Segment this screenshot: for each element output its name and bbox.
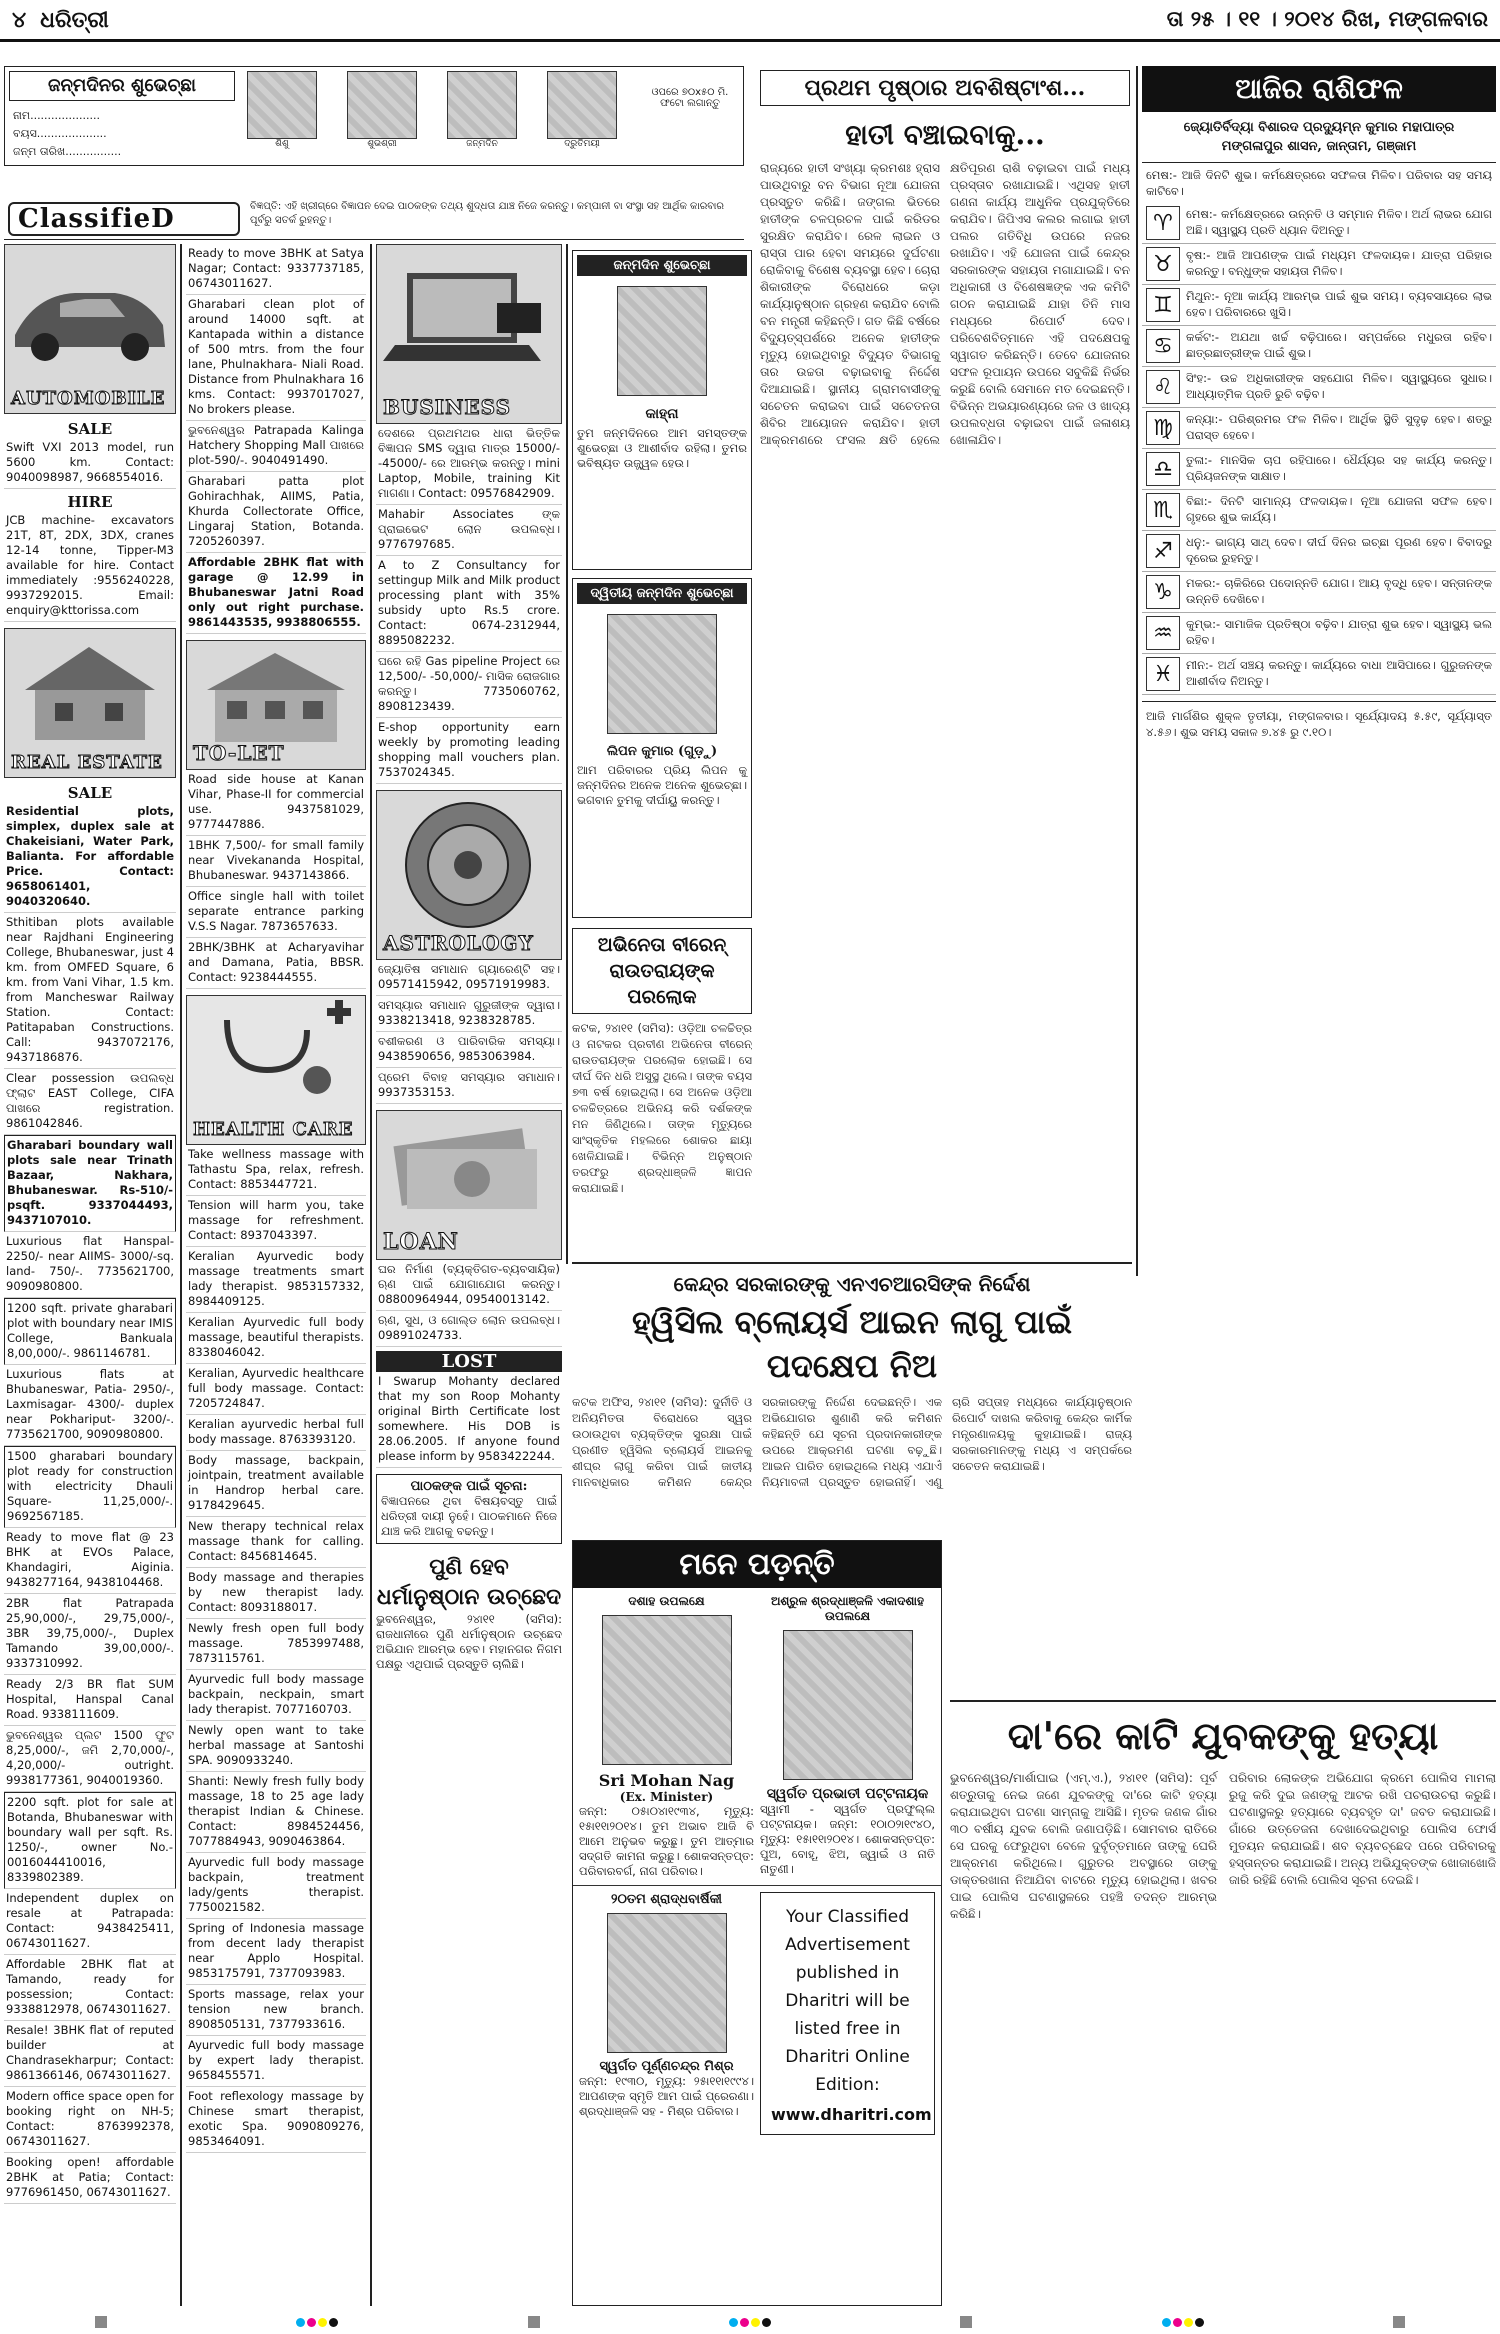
photo-size-note: ଓପରେ ୭୦x୫୦ ମି. ଫଟୋ ଲଗାନ୍ତୁ: [651, 87, 729, 109]
classified-ad: Keralian Ayurvedic body massage treatments smart lady therapist. 9853157332, 8984409125.: [186, 1247, 366, 1313]
classified-ad: Newly open want to take herbal massage at Santoshi SPA. 9090933240.: [186, 1721, 366, 1772]
birthday-card-title: ଦ୍ୱିତୀୟ ଜନ୍ମଦିନ ଶୁଭେଚ୍ଛା: [577, 583, 747, 604]
health-care-category: [186, 995, 366, 1145]
lost-heading: LOST: [376, 1351, 562, 1372]
horoscope-sign: [1142, 449, 1496, 490]
remembrance-name: ସ୍ୱର୍ଗତ ପ୍ରଭାତୀ ପଟ୍ଟନାୟକ: [766, 1786, 929, 1802]
online-listing-text: Your Classified Advertisement published in Dharitri will be listed free in Dharitri Online Edition:: [785, 1907, 910, 2095]
horoscope-intro: ମେଷ:- ଆଜି ଦିନଟି ଶୁଭ। କର୍ମକ୍ଷେତ୍ରରେ ସଫଳତା ମିଳିବ। ପରିବାର ସହ ସମୟ କାଟିବେ।: [1146, 168, 1492, 198]
classified-ad: Affordable 2BHK flat with garage @ 12.99 in Bhubaneswar Jatni Road only out right purchase. 9861443535, 9938806555.: [186, 553, 366, 634]
birthday-photo: [617, 286, 707, 396]
hire-heading: HIRE: [67, 493, 113, 511]
reader-notice-text: ବିଜ୍ଞାପନରେ ଥିବା ବିଷୟବସ୍ତୁ ପାଇଁ ଧରିତ୍ରୀ ଦାୟୀ ନୁହେଁ। ପାଠକମାନେ ନିଜେ ଯାଞ୍ଚ କରି ଆଗକୁ ବଢନ୍ତୁ।: [381, 1494, 557, 1538]
classified-ad: Road side house at Kanan Vihar, Phase-II for commercial use. 9437581029, 9777447886.: [186, 770, 366, 836]
reader-notice: [376, 1474, 562, 1544]
classified-ad: 1200 sqft. private gharabari plot with boundary near IMIS College, Bankuala 8,00,000/-. 9861146781.: [4, 1298, 176, 1365]
horoscope-sign: [1142, 572, 1496, 613]
real-estate-category: [4, 628, 176, 778]
portrait-photo: [607, 1913, 727, 2053]
continuation-banner: ପ୍ରଥମ ପୃଷ୍ଠାର ଅବଶିଷ୍ଟାଂଶ...: [760, 70, 1130, 106]
continuation-headline: ହାତୀ ବଞ୍ଚାଇବାକୁ...: [845, 118, 1045, 151]
laptop-icon: [377, 253, 559, 383]
horoscope-sign: [1142, 203, 1496, 244]
classified-ad: I Swarup Mohanty declared that my son Roop Mohanty original Birth Certificate lost somewhere. His DOB is 28.06.2005. If anyone found please inform by 9583422244.: [376, 1372, 562, 1468]
classified-ad: Ready to move flat @ 23 BHK at EVOs Palace, Khandagiri, Aiginia. 9438277164, 9438104468.: [4, 1528, 176, 1594]
panjika-footer: ଆଜି ମାର୍ଗଶିର ଶୁକ୍ଳ ତୃତୀୟା, ମଙ୍ଗଳବାର। ସୂର୍ଯ୍ୟୋଦୟ ୫.୫୯, ସୂର୍ଯ୍ୟାସ୍ତ ୪.୫୬। ଶୁଭ ସମୟ ସକାଳ ୭.୪୫ ରୁ ୯.୧୦।: [1142, 701, 1496, 746]
remembrance-name: ସ୍ୱର୍ଗତ ପୂର୍ଣ୍ଣଚନ୍ଦ୍ର ମିଶ୍ର: [599, 2059, 734, 2074]
crime-body: ଭୁବନେଶ୍ୱର/ମାର୍ଶାଘାଇ (ଏମ୍.ଏ.), ୨୪ା୧୧ (ସମିସ): ପୂର୍ବ ଶତ୍ରୁତାକୁ ନେଇ ଜଣେ ଯୁବକଙ୍କୁ ଦା'ରେ କାଟି ହତ୍ୟା କରାଯାଇଥିବା ଘଟଣା ସାମ୍ନାକୁ ଆସିଛି। ମୃତକ ଜଣକ ଗାଁର ୩୦ ବର୍ଷୀୟ ଯୁବକ ବୋଲି ଜଣାପଡ଼ିଛି। ସୋମବାର ରାତିରେ ସେ ଘରକୁ ଫେରୁଥିବା ବେଳେ ଦୁର୍ବୃତ୍ତମାନେ ତାଙ୍କୁ ଘେରି ଆକ୍ରମଣ କରିଥିଲେ। ଗୁରୁତର ଅବସ୍ଥାରେ ତାଙ୍କୁ ଡାକ୍ତରଖାନା ନିଆଯିବା ବାଟରେ ମୃତ୍ୟୁ ହୋଇଥିଲା। ଖବର ପାଇ ପୋଲିସ ଘଟଣାସ୍ଥଳରେ ପହଞ୍ଚି ତଦନ୍ତ ଆରମ୍ଭ କରିଛି।: [950, 1771, 1217, 1921]
classified-ad: A to Z Consultancy for settingup Milk and Milk product processing plant with 35% subsidy upto Rs.5 crore. Contact: 0674-2312944, 8895082232.: [376, 556, 562, 652]
horoscope-title: ଆଜିର ରାଶିଫଳ: [1142, 66, 1496, 112]
form-field-dob[interactable]: ଜନ୍ମ ତାରିଖ................: [13, 145, 122, 158]
classified-ad: Keralian Ayurvedic full body massage, beautiful therapists. 8338046042.: [186, 1313, 366, 1364]
pisces-icon: ♓: [1146, 657, 1180, 691]
sagittarius-icon: ♐: [1146, 534, 1180, 568]
remembrance-tag: ୨୦ତମ ଶ୍ରାଦ୍ଧବାର୍ଷିକୀ: [610, 1892, 723, 1907]
leo-icon: ♌: [1146, 370, 1180, 404]
newspaper-name: ଧରିତ୍ରୀ: [40, 6, 109, 33]
house-icon: [5, 635, 173, 745]
classified-ad: E-shop opportunity earn weekly by promoting leading shopping mall vouchers plan. 7537024345.: [376, 718, 562, 784]
libra-icon: ♎: [1146, 452, 1180, 486]
sale-heading: SALE: [67, 784, 113, 802]
story-kicker: କେନ୍ଦ୍ର ସରକାରଙ୍କୁ ଏନଏଚଆରସିଙ୍କ ନିର୍ଦ୍ଦେଶ: [673, 1272, 1031, 1296]
horoscope-text: କୁମ୍ଭ:- ସାମାଜିକ ପ୍ରତିଷ୍ଠା ବଢ଼ିବ। ଯାତ୍ରା ଶୁଭ ହେବ। ସ୍ୱାସ୍ଥ୍ୟ ଭଲ ରହିବ।: [1186, 617, 1492, 647]
currency-notes-icon: [377, 1117, 559, 1227]
classified-ad: Gharabari boundary wall plots sale near Trinath Bazaar, Nakhara, Bhubaneswar. Rs-510/- psqft. 9337044493, 9437107010.: [4, 1135, 176, 1232]
classified-ad: Tension will harm you, take massage for refreshment. Contact: 8937043397.: [186, 1196, 366, 1247]
astrology-label: ASTROLOGY: [383, 931, 534, 955]
photo-thumbnail: [347, 71, 417, 139]
photo-caption: ଶିଶୁ: [275, 139, 289, 149]
birthday-form: [4, 66, 744, 166]
car-icon: [5, 255, 173, 375]
classified-ad: Keralian ayurvedic herbal full body massage. 8763393120.: [186, 1415, 366, 1451]
horoscope-sign: [1142, 285, 1496, 326]
virgo-icon: ♍: [1146, 411, 1180, 445]
classified-ad: Gharabari patta plot Gohirachhak, AIIMS, Patia, Khurda Collectorate Office, Lingaraj Station, Botanda. 7205260397.: [186, 472, 366, 553]
crime-story: [950, 1700, 1496, 2306]
horoscope-sign: [1142, 408, 1496, 449]
classified-ad: Ready 2/3 BR flat SUM Hospital, Hanspal Canal Road. 9338111609.: [4, 1675, 176, 1726]
horoscope-sign: [1142, 490, 1496, 531]
horoscope-sign: [1142, 326, 1496, 367]
astrology-category: [376, 790, 562, 960]
form-field-name[interactable]: ନାମ....................: [13, 109, 101, 122]
continuation-body: ରାଜ୍ୟରେ ହାତୀ ସଂଖ୍ୟା କ୍ରମଶଃ ହ୍ରାସ ପାଉଥିବାରୁ ବନ ବିଭାଗ ନୂଆ ଯୋଜନା ପ୍ରସ୍ତୁତ କରିଛି। ଜଙ୍ଗଲ ଭିତରେ ହାତୀଙ୍କ ଚଳପ୍ରଚଳ ପାଇଁ କରିଡର ସୁରକ୍ଷିତ କରାଯିବ। ରେଳ ଲାଇନ ଓ ରାସ୍ତା ପାର ହେବା ସମୟରେ ଦୁର୍ଘଟଣା ରୋକିବାକୁ ବିଶେଷ ବ୍ୟବସ୍ଥା ହେବ। ଚୋରା ଶିକାରୀଙ୍କ ବିରୋଧରେ କଡ଼ା କାର୍ଯ୍ୟାନୁଷ୍ଠାନ ଗ୍ରହଣ କରାଯିବ ବୋଲି ବନ ମନ୍ତ୍ରୀ କହିଛନ୍ତି। ଗତ କିଛି ବର୍ଷରେ ବିଦ୍ୟୁତ୍‌ସ୍ପର୍ଶରେ ଅନେକ ହାତୀଙ୍କ ମୃତ୍ୟୁ ହୋଇଥିବାରୁ ବିଦ୍ୟୁତ ବିଭାଗକୁ ତାର ଉଚ୍ଚତା ବଢ଼ାଇବାକୁ ନିର୍ଦ୍ଦେଶ ଦିଆଯାଇଛି। ସ୍ଥାନୀୟ ଗ୍ରାମବାସୀଙ୍କୁ ସଚେତନ କରାଇବା ପାଇଁ ସଚେତନତା ଶିବିର ଆୟୋଜନ କରାଯିବ। ହାତୀ ଆକ୍ରମଣରେ ଫସଲ କ୍ଷତି ହେଲେ କ୍ଷତିପୂରଣ ରାଶି ବଢ଼ାଇବା ପାଇଁ ମଧ୍ୟ ପ୍ରସ୍ତାବ ରଖାଯାଇଛି। ଏଥିସହ ହାତୀ ଗଣନା କାର୍ଯ୍ୟ ଆଧୁନିକ ପ୍ରଯୁକ୍ତିରେ କରାଯିବ। ଜିପିଏସ କଲର ଲଗାଇ ହାତୀ ପଲର ଗତିବିଧି ଉପରେ ନଜର ରଖାଯିବ। ଏହି ଯୋଜନା ପାଇଁ କେନ୍ଦ୍ର ସରକାରଙ୍କ ସହାୟତା ମଗାଯାଇଛି। ବନ ଅଧିକାରୀ ଓ ବିଶେଷଜ୍ଞଙ୍କ ଏକ କମିଟି ଗଠନ କରାଯାଇଛି ଯାହା ତିନି ମାସ ମଧ୍ୟରେ ରିପୋର୍ଟ ଦେବ। ପରିବେଶବିତ୍‌ମାନେ ଏହି ପଦକ୍ଷେପକୁ ସ୍ୱାଗତ କରିଛନ୍ତି। ତେବେ ଯୋଜନାର ସଫଳ ରୂପାୟନ ଉପରେ ସବୁକିଛି ନିର୍ଭର କରୁଛି ବୋଲି ସେମାନେ ମତ ଦେଇଛନ୍ତି। ବିଭିନ୍ନ ଅଭୟାରଣ୍ୟରେ ଜଳ ଓ ଖାଦ୍ୟ ଉପଲବ୍ଧତା ବଢ଼ାଇବା ପାଇଁ ଜଳାଶୟ ଖୋଳାଯିବ।: [760, 161, 1130, 447]
business-category: [376, 244, 562, 424]
story-headline: ହ୍ୱିସିଲ ବ୍ଲୋୟର୍ସ ଆଇନ ଲାଗୁ ପାଇଁ ପଦକ୍ଷେପ ନିଅ: [631, 1303, 1073, 1385]
photo-thumbnail: [447, 71, 517, 139]
classified-ad: Newly fresh open full body massage. 7853997488, 7873115761.: [186, 1619, 366, 1670]
classified-ad: Mahabir Associates ଙ୍କ ପ୍ରାଇଭେଟ ଲୋନ ଉପଲବ୍ଧ। 9776797685.: [376, 505, 562, 556]
column-rule: [370, 244, 372, 2306]
birthday-card: [572, 250, 752, 570]
obituary-body: କଟକ, ୨୪ା୧୧ (ସମିସ): ଓଡ଼ିଆ ଚଳଚ୍ଚିତ୍ର ଓ ନାଟକର ପ୍ରବୀଣ ଅଭିନେତା ବୀରେନ୍ ରାଉତରାୟଙ୍କ ପରଲୋକ ହୋଇଛି। ସେ ଦୀର୍ଘ ଦିନ ଧରି ଅସୁସ୍ଥ ଥିଲେ। ତାଙ୍କ ବୟସ ୭୩ ବର୍ଷ ହୋଇଥିଲା। ସେ ଅନେକ ଓଡ଼ିଆ ଚଳଚ୍ଚିତ୍ରରେ ଅଭିନୟ କରି ଦର୍ଶକଙ୍କ ମନ ଜିଣିଥିଲେ। ତାଙ୍କ ମୃତ୍ୟୁରେ ସାଂସ୍କୃତିକ ମହଲରେ ଶୋକର ଛାୟା ଖେଳିଯାଇଛି। ବିଭିନ୍ନ ଅନୁଷ୍ଠାନ ତରଫରୁ ଶ୍ରଦ୍ଧାଞ୍ଜଳି ଜ୍ଞାପନ କରାଯାଇଛି।: [572, 1021, 752, 1195]
horoscope-sign: [1142, 531, 1496, 572]
remembrance-text: ଜନ୍ମ: ୧୯୩୦, ମୃତ୍ୟୁ: ୨୫ା୧୧ା୧୯୯୪। ଆପଣଙ୍କ ସ୍ମୃତି ଆମ ପାଇଁ ପ୍ରେରଣା। ଶ୍ରଦ୍ଧାଞ୍ଜଳି ସହ - ମିଶ୍ର ପରିବାର।: [579, 2074, 754, 2118]
remembrance-text: ସ୍ୱାମୀ - ସ୍ୱର୍ଗତ ପ୍ରଫୁଲ୍ଲ ପଟ୍ଟନାୟକ। ଜନ୍ମ: ୧୦ା୦୨ା୧୯୪୦, ମୃତ୍ୟୁ: ୧୫ା୧୧ା୨୦୧୪। ଶୋକସନ୍ତପ୍ତ: ପୁଅ, ବୋହୂ, ଝିଅ, ଜ୍ୱାଇଁ ଓ ନାତି ନାତୁଣୀ।: [760, 1802, 935, 1876]
photo-caption: ଜନ୍ମଦିନ: [466, 139, 498, 149]
classified-ad: Body massage, backpain, jointpain, treatment available in Handrop herbal care. 9178429645.: [186, 1451, 366, 1517]
classified-column-2: [186, 244, 366, 2306]
stethoscope-icon: [187, 1000, 363, 1110]
classified-ad: ଭୁବନେଶ୍ୱର ପ୍ଲଟ 1500 ଫୁଟ 8,25,000/-, ଜମି 2,70,000/-, 4,20,000/- outright. 9938177361, 9040019360.: [4, 1726, 176, 1792]
classified-ad: 2BR flat Patrapada 25,90,000/-, 29,75,000/-, 3BR 39,75,000/-, Duplex Tamando 39,00,000/-. 9337310992.: [4, 1594, 176, 1675]
date-line: ତା ୨୫ । ୧୧ । ୨୦୧୪ ରିଖ, ମଙ୍ଗଳବାର: [1166, 7, 1488, 31]
classified-column-1: [4, 244, 176, 2306]
building-icon: [187, 645, 363, 745]
remembrance-section: [572, 1540, 942, 2306]
classified-ad: Affordable 2BHK flat at Tamando, ready for possession; Contact: 9338812978, 06743011627.: [4, 1955, 176, 2021]
classified-ad: Residential plots, simplex, duplex sale at Chakeisiani, Water Park, Balianta. For affordable Price. Contact: 9658061401, 9040320640.: [4, 802, 176, 913]
classified-ad: Modern office space open for booking right on NH-5; Contact: 8763992378, 06743011627.: [4, 2087, 176, 2153]
capricorn-icon: ♑: [1146, 575, 1180, 609]
classified-ad: Independent duplex on resale at Patrapada: Contact: 9438425411, 06743011627.: [4, 1889, 176, 1955]
website-link[interactable]: www.dharitri.com: [771, 2105, 932, 2124]
to-let-category: [186, 640, 366, 770]
horoscope-sign: [1142, 244, 1496, 285]
remembrance-tag: ଅଶ୍ରୁଳ ଶ୍ରଦ୍ଧାଞ୍ଜଳି ଏକାଦଶାହ ଉପଲକ୍ଷେ: [770, 1594, 925, 1623]
classified-ad: ଜ୍ୟୋତିଷ ସମାଧାନ ଗ୍ୟାରେଣ୍ଟି ସହ। 09571415942, 09571919983.: [376, 960, 562, 996]
classified-ad: ଘରେ ରହି Gas pipeline Project ରେ 12,500/- -50,000/- ମାସିକ ରୋଜଗାର କରନ୍ତୁ। 7735060762, 8908123439.: [376, 652, 562, 718]
classified-ad: Swift VXI 2013 model, run 5600 km. Contact: 9040098987, 9668554016.: [4, 438, 176, 489]
classified-ad: Body massage and therapies by new therapist lady. Contact: 8093188017.: [186, 1568, 366, 1619]
news-story: [572, 1262, 1132, 1532]
real-estate-label: REAL ESTATE: [11, 752, 163, 773]
classified-ad: Sthitiban plots available near Rajdhani Engineering College, Bhubaneswar, just 4 km. from OMFED Square, 6 km. from Vani Vihar, 1.5 km. from Mancheswar Railway Station. Contact: Patitapaban Constructions. Call: 9437072176, 9437186876.: [4, 913, 176, 1069]
classified-ad: 1500 gharabari boundary plot ready for construction with electricity Dhauli Square- 11,25,000/-. 9692567185.: [4, 1446, 176, 1528]
horoscope-author: ଜ୍ୟୋତିର୍ବିଦ୍ୟା ବିଶାରଦ ପ୍ରଦ୍ୟୁମ୍ନ କୁମାର ମହାପାତ୍ର ମଙ୍ଗଳାପୁର ଶାସନ, ଜାନ୍ତାମ, ଗଞ୍ଜାମ: [1142, 112, 1496, 163]
masthead: [0, 0, 1500, 42]
birthday-name: ଲିପନ କୁମାର (ଗୁଡ଼ୁ): [606, 744, 718, 759]
horoscope-text: ସିଂହ:- ଉଚ୍ଚ ଅଧିକାରୀଙ୍କ ସହଯୋଗ ମିଳିବ। ସ୍ୱାସ୍ଥ୍ୟରେ ସୁଧାର। ଆଧ୍ୟାତ୍ମିକ ପ୍ରତି ରୁଚି ବଢ଼ିବ।: [1186, 371, 1492, 401]
loan-category: [376, 1110, 562, 1260]
automobile-label: AUTOMOBILE: [11, 388, 166, 409]
loan-label: LOAN: [383, 1229, 459, 1255]
crime-headline: ଦା'ରେ କାଟି ଯୁବକଙ୍କୁ ହତ୍ୟା: [1007, 1713, 1439, 1758]
horoscope-sign: [1142, 613, 1496, 654]
aquarius-icon: ♒: [1146, 616, 1180, 650]
automobile-category: [4, 244, 176, 414]
horoscope-sign: [1142, 654, 1496, 695]
aries-icon: ♈: [1146, 206, 1180, 240]
crime-body: ପରିବାର ଲୋକଙ୍କ ଅଭିଯୋଗ କ୍ରମେ ପୋଲିସ ମାମଲା ରୁଜୁ କରି ଦୁଇ ଜଣଙ୍କୁ ଆଟକ ରଖି ପଚରାଉଚରା କରୁଛି। ଘଟଣାସ୍ଥଳରୁ ହତ୍ୟାରେ ବ୍ୟବହୃତ ଦା' ଜବତ କରାଯାଇଛି। ଗାଁରେ ଉତ୍ତେଜନା ଦେଖାଦେଇଥିବାରୁ ପୋଲିସ ଫୋର୍ସ ମୁତୟନ କରାଯାଇଛି। ଶବ ବ୍ୟବଚ୍ଛେଦ ପରେ ପରିବାରକୁ ହସ୍ତାନ୍ତର କରାଯାଇଛି। ଅନ୍ୟ ଅଭିଯୁକ୍ତଙ୍କ ଖୋଜାଖୋଜି ଜାରି ରହିଛି ବୋଲି ପୋଲିସ ସୂଚନା ଦେଇଛି।: [1229, 1771, 1496, 1887]
classified-ad: Luxurious flats at Bhubaneswar, Patia- 2950/-, Laxmisagar- 4300/- duplex near Pokhariput- 3200/-. 7735621700, 9090980800.: [4, 1365, 176, 1446]
classified-ad: Ready to move 3BHK at Satya Nagar; Contact: 9337737185, 06743011627.: [186, 244, 366, 295]
scorpio-icon: ♏: [1146, 493, 1180, 527]
photo-caption: ଶୁଭଶ୍ରୀ: [367, 139, 397, 149]
classified-ad: Luxurious flat Hanspal-2250/- near AIIMS- 3000/-sq. land- 750/-. 7735621700, 9090980800.: [4, 1232, 176, 1298]
business-label: BUSINESS: [383, 395, 512, 419]
classified-ad: 1BHK 7,500/- for small family near Vivekananda Hospital, Bhubaneswar. 9437143866.: [186, 836, 366, 887]
birthday-photo: [607, 614, 717, 734]
column-rule: [566, 244, 568, 1264]
classified-ad: Clear possession ଉପଲବ୍ଧ ଫ୍ଲାଟ EAST College, CIFA ପାଖରେ registration. 9861042846.: [4, 1069, 176, 1135]
photo-caption: ଦ୍ରୁତିମୟୀ: [564, 139, 600, 149]
classified-ad: Ayurvedic full body massage backpain, treatment lady/gents therapist. 7750021582.: [186, 1853, 366, 1919]
classified-ad: ବଶୀକରଣ ଓ ପାରିବାରିକ ସମସ୍ୟା। 9438590656, 9853063984.: [376, 1032, 562, 1068]
birthday-name: କାହ୍ନା: [645, 406, 679, 422]
classified-ad: Booking open! affordable 2BHK at Patia; Contact: 9776961450, 06743011627.: [4, 2153, 176, 2204]
classified-ad: 2200 sqft. plot for sale at Botanda, Bhubaneswar with boundary wall per sqft. Rs. 1250/-, owner No.- 0016044410016, 8339802389.: [4, 1792, 176, 1889]
classified-ad: Take wellness massage with Tathastu Spa, relax, refresh. Contact: 8853447721.: [186, 1145, 366, 1196]
portrait-photo: [783, 1630, 913, 1780]
horoscope-text: ମକର:- ଚାକିରିରେ ପଦୋନ୍ନତି ଯୋଗ। ଆୟ ବୃଦ୍ଧି ହେବ। ସନ୍ତାନଙ୍କ ଉନ୍ନତି ଦେଖିବେ।: [1186, 576, 1492, 606]
taurus-icon: ♉: [1146, 247, 1180, 281]
photo-thumbnail: [547, 71, 617, 139]
online-listing-note: [760, 1892, 935, 2135]
classified-ad: ଋଣ, ସୁଧ, ଓ ଗୋଲ୍ଡ ଲୋନ ଉପଲବ୍ଧ। 09891024733.: [376, 1311, 562, 1347]
story-body: କଟକ ଅଫିସ, ୨୪ା୧୧ (ସମିସ): ଦୁର୍ନୀତି ଓ ଅନିୟମିତତା ବିରୋଧରେ ସ୍ୱର ଉଠାଉଥିବା ବ୍ୟକ୍ତିଙ୍କ ସୁରକ୍ଷା ପାଇଁ ପ୍ରଣୀତ ହ୍ୱିସିଲ ବ୍ଲୋୟର୍ସ ଆଇନକୁ ଶୀଘ୍ର ଲାଗୁ କରିବା ପାଇଁ ଜାତୀୟ ମାନବାଧିକାର କମିଶନ କେନ୍ଦ୍ର ସରକାରଙ୍କୁ ନିର୍ଦ୍ଦେଶ ଦେଇଛନ୍ତି। ଏକ ଅଭିଯୋଗର ଶୁଣାଣି କରି କମିଶନ କହିଛନ୍ତି ଯେ ସୂଚନା ପ୍ରଦାନକାରୀଙ୍କ ଉପରେ ଆକ୍ରମଣ ଘଟଣା ବଢ଼ୁଛି। ଆଇନ ପାରିତ ହୋଇଥିଲେ ମଧ୍ୟ ଏଯାଏଁ ନିୟମାବଳୀ ପ୍ରସ୍ତୁତ ହୋଇନାହିଁ। ଏଣୁ ଚାରି ସପ୍ତାହ ମଧ୍ୟରେ କାର୍ଯ୍ୟାନୁଷ୍ଠାନ ରିପୋର୍ଟ ଦାଖଲ କରିବାକୁ କେନ୍ଦ୍ର କାର୍ମିକ ମନ୍ତ୍ରଣାଳୟକୁ କୁହାଯାଇଛି। ରାଜ୍ୟ ସରକାରମାନଙ୍କୁ ମଧ୍ୟ ଏ ସମ୍ପର୍କରେ ସଚେତନ କରାଯାଇଛି।: [572, 1395, 1132, 1489]
birthday-card: [572, 578, 752, 918]
reader-notice-title: ପାଠକଙ୍କ ପାଇଁ ସୂଚନା:: [410, 1479, 528, 1494]
remembrance-title: ମନେ ପଡ଼ନ୍ତି: [573, 1541, 941, 1588]
column-rule: [180, 244, 182, 2306]
zodiac-wheel-icon: [377, 795, 559, 935]
remembrance-text: ଜନ୍ମ: ୦୫ା୦୪ା୧୯୩୪, ମୃତ୍ୟୁ: ୧୫ା୧୧ା୨୦୧୪। ତୁମ ଅଭାବ ଆଜି ବି ଆମେ ଅନୁଭବ କରୁଛୁ। ତୁମ ଆତ୍ମାର ସଦ୍‌ଗତି କାମନା କରୁଛୁ। ଶୋକସନ୍ତପ୍ତ: ପରିବାରବର୍ଗ, ନାଗ ପରିବାର।: [579, 1804, 754, 1878]
form-field-age[interactable]: ବୟସ....................: [13, 127, 107, 140]
column-rule: [1136, 66, 1138, 1276]
classified-ad: Ayurvedic full body massage by expert lady therapist. 9658455571.: [186, 2036, 366, 2087]
classified-ad: ଦେଶରେ ପ୍ରଥମଥର ଧାରା ଭିତ୍ତିକ ବିଜ୍ଞାପନ SMS ଦ୍ୱାରା ମାତ୍ର 15000/- -45000/- ରେ ଆରମ୍ଭ କରନ୍ତୁ। mini Laptop, Mobile, training Kit ମାଗଣା। Contact: 09576842909.: [376, 424, 562, 505]
portrait-photo: [602, 1615, 732, 1765]
cancer-icon: ♋: [1146, 329, 1180, 363]
birthday-column: [572, 250, 752, 1262]
horoscope-text: ତୁଳା:- ମାନସିକ ଚାପ ରହିପାରେ। ଧୈର୍ଯ୍ୟର ସହ କାର୍ଯ୍ୟ କରନ୍ତୁ। ପ୍ରିୟଜନଙ୍କ ସାକ୍ଷାତ।: [1186, 453, 1492, 483]
classified-ad: ଘର ନିର୍ମାଣ (ବ୍ୟକ୍ତିଗତ-ବ୍ୟବସାୟିକ) ଋଣ ପାଇଁ ଯୋଗାଯୋଗ କରନ୍ତୁ। 08800964944, 09540013142.: [376, 1260, 562, 1311]
remembrance-subtitle: (Ex. Minister): [619, 1790, 714, 1804]
horoscope-text: ଧନୁ:- ଭାଗ୍ୟ ସାଥ୍ ଦେବ। ଦୀର୍ଘ ଦିନର ଇଚ୍ଛା ପୂରଣ ହେବ। ବିବାଦରୁ ଦୂରେଇ ରୁହନ୍ତୁ।: [1186, 535, 1492, 565]
classified-ad: New therapy technical relax massage thank for calling. Contact: 8456814645.: [186, 1517, 366, 1568]
classified-notice: ବିଜ୍ଞପ୍ତି: ଏହି ଖ୍ରୀଗ୍ରେ ବିଜ୍ଞାପନ ଦେଇ ପାଠକଙ୍କ ତଥ୍ୟ ଶୁଦ୍ଧତା ଯାଞ୍ଚ ନିଜେ କରନ୍ତୁ। କମ୍ପାନୀ ବା ସଂସ୍ଥା ସହ ଆର୍ଥିକ କାରବାର ପୂର୍ବରୁ ସତର୍କ ରୁହନ୍ତୁ।: [250, 201, 724, 226]
page-number: ୪: [12, 6, 27, 33]
news-body: ଭୁବନେଶ୍ୱର, ୨୪ା୧୧ (ସମିସ): ରାଜଧାନୀରେ ପୁଣି ଧର୍ମାନୁଷ୍ଠାନ ଉଚ୍ଛେଦ ଅଭିଯାନ ଆରମ୍ଭ ହେବ। ମହାନଗର ନିଗମ ପକ୍ଷରୁ ଏଥିପାଇଁ ପ୍ରସ୍ତୁତି ଚାଲିଛି।: [376, 1612, 562, 1671]
classified-ad: ପ୍ରେମ ବିବାହ ସମସ୍ୟାର ସମାଧାନ। 9937353153.: [376, 1068, 562, 1104]
classified-ad: Resale! 3BHK flat of reputed builder at Chandrasekharpur; Contact: 9861366146, 06743011627.: [4, 2021, 176, 2087]
sale-heading: SALE: [67, 420, 113, 438]
print-registration-bar: [0, 2310, 1500, 2334]
health-care-label: HEALTH CARE: [193, 1119, 354, 1140]
classified-ad: Spring of Indonesia massage from decent lady therapist near Applo Hospital. 9853175791, 7377093983.: [186, 1919, 366, 1985]
horoscope-text: କର୍କଟ:- ଅଯଥା ଖର୍ଚ୍ଚ ବଢ଼ିପାରେ। ସମ୍ପର୍କରେ ମଧୁରତା ରହିବ। ଛାତ୍ରଛାତ୍ରୀଙ୍କ ପାଇଁ ଶୁଭ।: [1186, 330, 1492, 360]
horoscope-text: ବିଛା:- ଦିନଟି ସାମାନ୍ୟ ଫଳଦାୟକ। ନୂଆ ଯୋଜନା ସଫଳ ହେବ। ଗୃହରେ ଶୁଭ କାର୍ଯ୍ୟ।: [1186, 494, 1492, 524]
to-let-label: TO-LET: [193, 741, 285, 765]
classified-ad: Sports massage, relax your tension new branch. 8908505131, 7377933616.: [186, 1985, 366, 2036]
classified-ad: Keralian, Ayurvedic healthcare full body massage. Contact: 7205724847.: [186, 1364, 366, 1415]
classified-ad: JCB machine- excavators 21T, 8T, 2DX, 3DX, cranes 12-14 tonne, Tipper-M3 available for hire. Contact immediately :9556240228, 9937292015. Email: enquiry@kttorissa.com: [4, 511, 176, 622]
classified-header: [4, 198, 744, 240]
birthday-message: ତୁମ ଜନ୍ମଦିନରେ ଆମ ସମସ୍ତଙ୍କ ଶୁଭେଚ୍ଛା ଓ ଆଶୀର୍ବାଦ ରହିଲା। ତୁମର ଭବିଷ୍ୟତ ଉଜ୍ଜ୍ୱଳ ହେଉ।: [577, 426, 747, 470]
classified-column-3: [376, 244, 562, 2306]
classified-ad: Shanti: Newly fresh fully body massage, 18 to 25 age lady therapist Indian & Chinese. Contact: 8984524456, 7077884943, 9090463864.: [186, 1772, 366, 1853]
horoscope-text: ବୃଷ:- ଆଜି ଆପଣଙ୍କ ପାଇଁ ମଧ୍ୟମ ଫଳଦାୟକ। ଯାତ୍ରା ପରିହାର କରନ୍ତୁ। ବନ୍ଧୁଙ୍କ ସହାୟତା ମିଳିବ।: [1186, 248, 1492, 278]
birthday-message: ଆମ ପରିବାରର ପ୍ରିୟ ଲିପନ କୁ ଜନ୍ମଦିନର ଅନେକ ଅନେକ ଶୁଭେଚ୍ଛା। ଭଗବାନ ତୁମକୁ ଦୀର୍ଘାୟୁ କରନ୍ତୁ।: [577, 763, 747, 807]
horoscope-text: କନ୍ୟା:- ପରିଶ୍ରମର ଫଳ ମିଳିବ। ଆର୍ଥିକ ସ୍ଥିତି ସୁଦୃଢ଼ ହେବ। ଶତ୍ରୁ ପରାସ୍ତ ହେବେ।: [1186, 412, 1492, 442]
birthday-form-title: ଜନ୍ମଦିନର ଶୁଭେଚ୍ଛା: [9, 71, 235, 101]
horoscope-section: [1142, 66, 1496, 1276]
classified-ad: ଭୁବନେଶ୍ୱର Patrapada Kalinga Hatchery Shopping Mall ପାଖରେ plot-590/-. 9040491490.: [186, 421, 366, 472]
obituary-headline: ଅଭିନେତା ବୀରେନ୍ ରାଉତରାୟଙ୍କ ପରଲୋକ: [572, 928, 752, 1014]
front-page-continuation: [760, 70, 1130, 1240]
news-headline: ପୁଣି ହେବ ଧର୍ମାନୁଷ୍ଠାନ ଉଚ୍ଛେଦ: [376, 1554, 562, 1610]
birthday-card-title: ଜନ୍ମଦିନ ଶୁଭେଚ୍ଛା: [577, 255, 747, 276]
classified-ad: Foot reflexology massage by Chinese smart therapist, exotic Spa. 9090809276, 9853464091.: [186, 2087, 366, 2153]
classified-ad: ସମସ୍ୟାର ସମାଧାନ ଗୁରୁଜୀଙ୍କ ଦ୍ୱାରା। 9338213418, 9238328785.: [376, 996, 562, 1032]
classified-ad: Ayurvedic full body massage backpain, neckpain, smart lady therapist. 7077160703.: [186, 1670, 366, 1721]
classified-logo: ClassifieD: [8, 202, 240, 236]
horoscope-text: ମେଷ:- କର୍ମକ୍ଷେତ୍ରରେ ଉନ୍ନତି ଓ ସମ୍ମାନ ମିଳିବ। ଅର୍ଥ ଲାଭର ଯୋଗ ଅଛି। ସ୍ୱାସ୍ଥ୍ୟ ପ୍ରତି ଧ୍ୟାନ ଦିଅନ୍ତୁ।: [1186, 207, 1492, 237]
horoscope-text: ମୀନ:- ଅର୍ଥ ସଞ୍ଚୟ କରନ୍ତୁ। କାର୍ଯ୍ୟରେ ବାଧା ଆସିପାରେ। ଗୁରୁଜନଙ୍କ ଆଶୀର୍ବାଦ ନିଅନ୍ତୁ।: [1186, 658, 1492, 688]
horoscope-sign: [1142, 367, 1496, 408]
remembrance-tag: ଦଶାହ ଉପଲକ୍ଷେ: [628, 1594, 705, 1608]
gemini-icon: ♊: [1146, 288, 1180, 322]
classified-ad: Gharabari clean plot of around 14000 sqft. at Kantapada within a distance of 500 mtrs. from the four lane, Phulnakhara- Niali Road. Distance from Phulnakhara 16 kms. Contact: 9937017027, No brokers please.: [186, 295, 366, 421]
classified-ad: 2BHK/3BHK at Acharyavihar and Damana, Patia, BBSR. Contact: 9238444555.: [186, 938, 366, 989]
horoscope-text: ମିଥୁନ:- ନୂଆ କାର୍ଯ୍ୟ ଆରମ୍ଭ ପାଇଁ ଶୁଭ ସମୟ। ବ୍ୟବସାୟରେ ଲାଭ ହେବ। ପରିବାରରେ ଖୁସି।: [1186, 289, 1492, 319]
remembrance-name: Sri Mohan Nag: [598, 1771, 735, 1790]
photo-thumbnail: [247, 71, 317, 139]
classified-ad: Office single hall with toilet separate entrance parking V.S.S Nagar. 7873657633.: [186, 887, 366, 938]
